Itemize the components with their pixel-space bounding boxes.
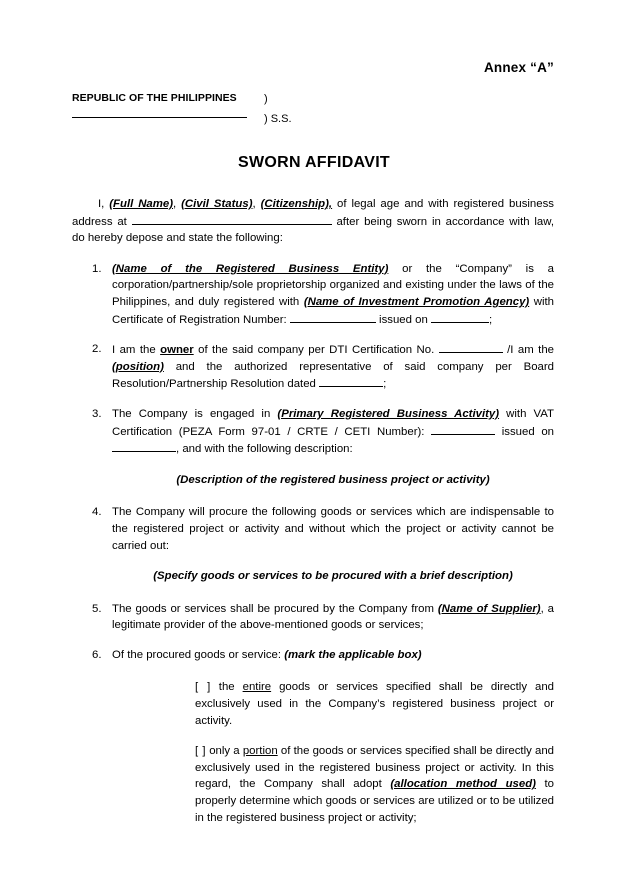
item-5 [72,601,554,634]
checkbox-portion-t3: to properly determine which goods or services are utilized or to be utilized in the registered business project or activity; [195,778,555,824]
item-3-t1: The Company is engaged in [112,407,278,420]
item-2-t4: and the authorized representative of said company per Board Resolution/Partnership Resolution dated [112,360,554,391]
placeholder-civil-status[interactable]: (Civil Status) [181,198,253,210]
emphasis-portion: portion [242,745,278,758]
item-1-t4: ; [488,313,493,326]
item-1 [72,261,554,328]
item-1-number: 1. [92,262,102,275]
checkbox-portion[interactable]: [ ] [195,745,207,758]
document-title: SWORN AFFIDAVIT [237,154,391,171]
placeholder-investment-promotion-agency[interactable]: (Name of Investment Promotion Agency) [303,295,530,308]
intro-tail: after being sworn in accordance with law, do hereby depose and state the following: [72,215,555,245]
item-3-number: 3. [92,407,102,420]
blank-dti-certification-number[interactable] [439,341,503,353]
placeholder-citizenship[interactable]: (Citizenship), [260,198,333,210]
item-3-t2: with VAT Certification (PEZA Form 97-01 / CRTE / CETI Number): [112,407,555,438]
item-6-t1: Of the procured goods or service: [112,648,285,661]
blank-vat-certification-number[interactable] [431,423,495,435]
intro-sep-2: , [252,198,261,210]
item-4-text: The Company will procure the following goods or services which are indispensable to the registered project or activity and without which the project or activity cannot be carried out: [112,506,554,552]
checkbox-option-entire[interactable] [112,679,554,729]
document-body [72,196,554,840]
item-1-t3: issued on [375,313,431,326]
numbered-item-list [72,261,554,826]
item-1-t2: with Certificate of Registration Number: [112,295,555,326]
checkbox-entire[interactable]: [ ] [195,681,211,694]
placeholder-full-name[interactable]: (Full Name) [109,198,174,210]
checkbox-portion-t1: only a [206,745,243,758]
item-5-text [112,601,554,634]
item-2-number: 2. [92,343,102,356]
venue-blank-line[interactable] [72,117,247,118]
venue-paren-bottom: ) S.S. [264,113,292,125]
instruction-mark-applicable-box: (mark the applicable box) [284,648,422,661]
item-2-t5: ; [383,378,387,391]
caption-specify: (Specify goods or services to be procured with a brief description) [153,570,513,583]
item-6-number: 6. [92,648,102,661]
item-5-t1: The goods or services shall be procured by the Company from [112,602,438,615]
item-6-text [112,647,554,664]
item-3-text [112,406,554,458]
blank-vat-certification-date[interactable] [112,440,176,452]
intro-lead: I, [98,198,110,210]
venue-row [72,90,554,128]
blank-address[interactable] [132,213,332,225]
item-3 [72,406,554,488]
item-1-text [112,261,554,328]
item-3-t3: issued on [495,425,554,438]
item-4 [72,504,554,584]
blank-board-resolution-date[interactable] [319,375,383,387]
placeholder-supplier-name[interactable]: (Name of Supplier) [437,602,541,615]
item-5-t2: , a legitimate provider of the above-mentioned goods or services; [112,602,555,632]
emphasis-entire: entire [242,681,272,694]
placeholder-business-entity[interactable]: (Name of the Registered Business Entity) [112,262,389,275]
checkbox-entire-t1: the [210,681,243,694]
venue-right [264,90,292,128]
placeholder-position[interactable]: (position) [112,360,164,373]
checkbox-option-portion[interactable] [112,743,554,826]
checkbox-portion-t2: of the goods or services specified shall be directly and exclusively used in the registered business project or activity. In this regard, the Company shall adopt [195,745,555,791]
item-2-text [112,341,554,393]
item-1-t1: or the “Company” is a corporation/partnership/sole proprietorship organized and existing under the laws of the Philippines, and duly registered with [112,262,554,308]
annex-label: Annex “A” [483,60,554,75]
checkbox-entire-t2: goods or services specified shall be directly and exclusively used in the Company’s registered business project or activity. [195,681,554,727]
venue-block [72,90,554,128]
item-2-t2: of the said company per DTI Certification No. [193,344,439,357]
item-2 [72,341,554,393]
venue-paren-top: ) [264,93,268,105]
item-5-number: 5. [92,602,102,615]
blank-registration-number[interactable] [290,311,376,323]
placeholder-primary-business-activity[interactable]: (Primary Registered Business Activity) [277,407,500,420]
venue-country: REPUBLIC OF THE PHILIPPINES [72,92,237,104]
item-4-number: 4. [92,506,102,519]
item-2-t1: I am the [112,344,161,357]
intro-sep-1: , [173,198,182,210]
venue-left [72,90,264,118]
emphasis-owner: owner [160,344,194,357]
caption-description: (Description of the registered business project or activity) [176,473,490,486]
item-6 [72,647,554,826]
intro-mid: of legal age and with registered business address at [72,198,554,228]
placeholder-allocation-method[interactable]: (allocation method used) [390,778,536,791]
intro-paragraph [72,196,554,247]
item-3-t4: , and with the following description: [176,443,353,456]
item-2-t3: /I am the [502,344,554,357]
blank-registration-date[interactable] [431,311,489,323]
